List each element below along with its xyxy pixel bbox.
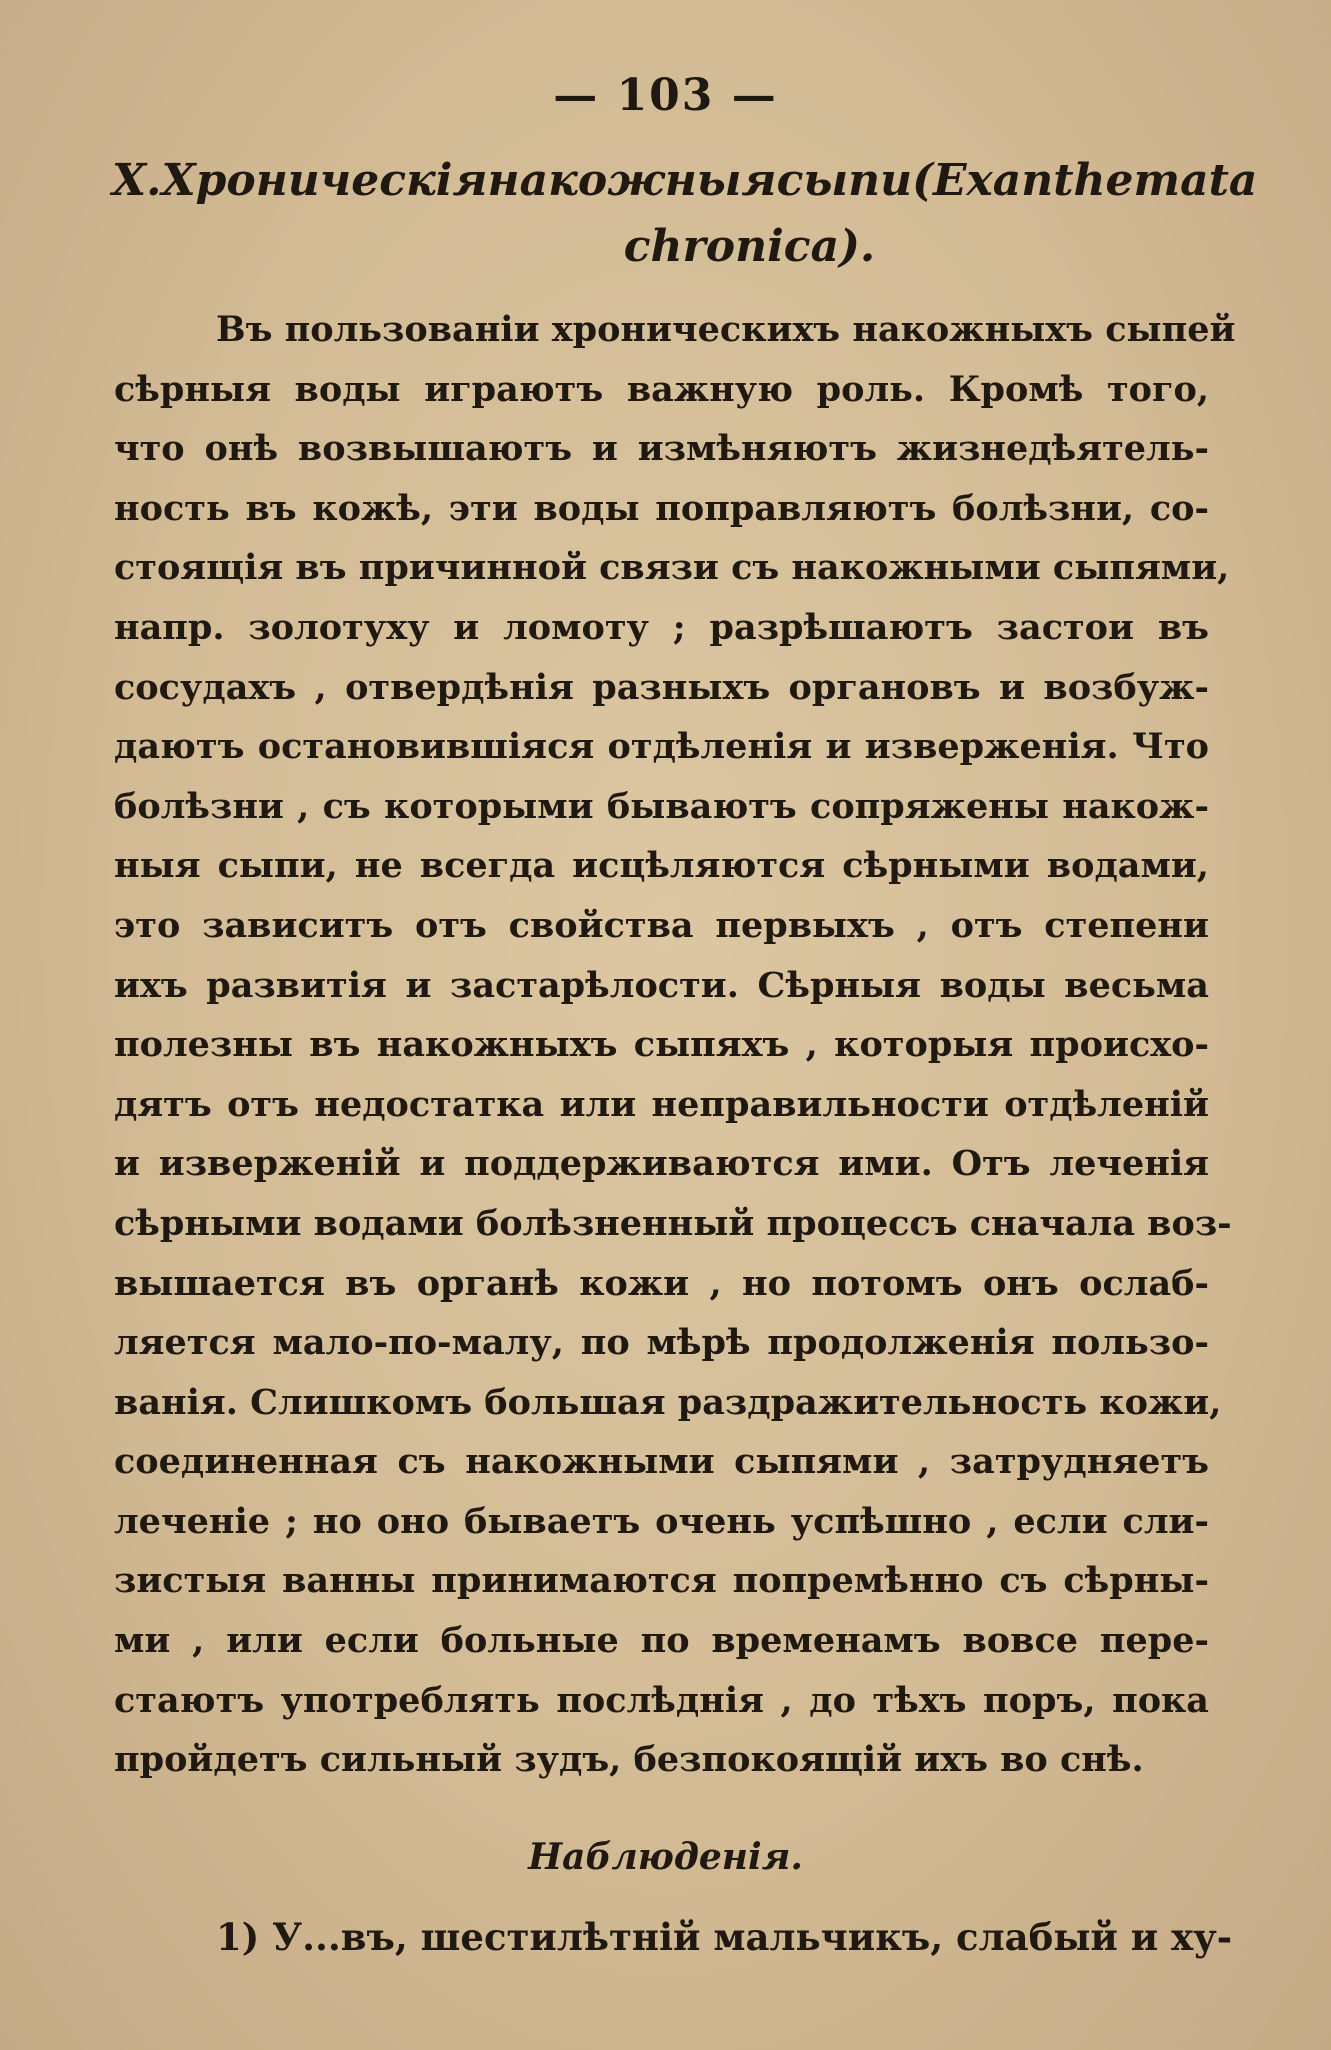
text-line: Въ пользованіи хроническихъ накожныхъ сыпей (216, 309, 1236, 350)
text-line: ляется мало-по-малу, по мѣрѣ продолженія пользо- (114, 1322, 1209, 1364)
text-line: полезны въ накожныхъ сыпяхъ , которыя происхо- (114, 1024, 1209, 1066)
text-line: что онѣ возвышаютъ и измѣняютъ жизнедѣятель- (114, 428, 1209, 470)
section-heading (112, 148, 1258, 280)
text-line: и изверженій и поддерживаются ими. Отъ леченія (114, 1143, 1209, 1185)
text-line: напр. золотуху и ломоту ; разрѣшаютъ застои въ (114, 606, 1209, 648)
text-line: пройдетъ сильный зудъ, безпокоящій ихъ во снѣ. (114, 1739, 1144, 1781)
text-line: соединенная съ накожными сыпями , затрудняетъ (114, 1441, 1209, 1483)
text-line: леченіе ; но оно бываетъ очень успѣшно , если сли- (114, 1500, 1209, 1542)
text-line: зистыя ванны принимаются попремѣнно съ сѣрны- (114, 1560, 1209, 1602)
body-paragraph (114, 300, 1236, 1790)
text-line: сосудахъ , отвердѣнія разныхъ органовъ и возбуж- (114, 666, 1209, 708)
heading-word-1: Хроническія (161, 155, 488, 206)
text-line: сѣрными водами болѣзненный процессъ сначала воз- (114, 1202, 1232, 1244)
text-line: ми , или если больные по временамъ вовсе пере- (114, 1620, 1209, 1662)
text-line: ность въ кожѣ, эти воды поправляютъ болѣзни, со- (114, 487, 1209, 529)
heading-word-2: накожныя (487, 155, 777, 206)
text-line: ихъ развитія и застарѣлости. Сѣрныя воды весьма (114, 964, 1209, 1006)
section-heading-line-2: chronica). (623, 221, 876, 272)
text-line: вышается въ органѣ кожи , но потомъ онъ ослаб- (114, 1262, 1209, 1304)
heading-latin-term: (Exanthemata (912, 155, 1258, 206)
observation-text-line: 1) У...въ, шестилѣтній мальчикъ, слабый и ху- (216, 1915, 1233, 1959)
page-number: — 103 — (553, 70, 778, 121)
text-line: болѣзни , съ которыми бываютъ сопряжены накож- (114, 785, 1209, 827)
text-line: сѣрныя воды играютъ важную роль. Кромѣ того, (114, 368, 1209, 410)
text-line: ныя сыпи, не всегда исцѣляются сѣрными водами, (114, 845, 1209, 887)
text-line: дятъ отъ недостатка или неправильности отдѣленій (114, 1083, 1209, 1125)
heading-word-3: сыпи (776, 155, 913, 206)
section-heading-line-1 (112, 148, 1258, 214)
observations-heading: Наблюденія. (528, 1836, 803, 1878)
text-line: ванія. Слишкомъ большая раздражительность кожи, (114, 1381, 1222, 1423)
section-numeral: X. (112, 155, 162, 206)
text-line: стаютъ употреблять послѣднія , до тѣхъ поръ, пока (114, 1679, 1209, 1721)
text-line: это зависитъ отъ свойства первыхъ , отъ степени (114, 904, 1209, 946)
text-line: даютъ остановившіяся отдѣленія и изверженія. Что (114, 726, 1209, 768)
text-line: стоящія въ причинной связи съ накожными сыпями, (114, 547, 1230, 589)
